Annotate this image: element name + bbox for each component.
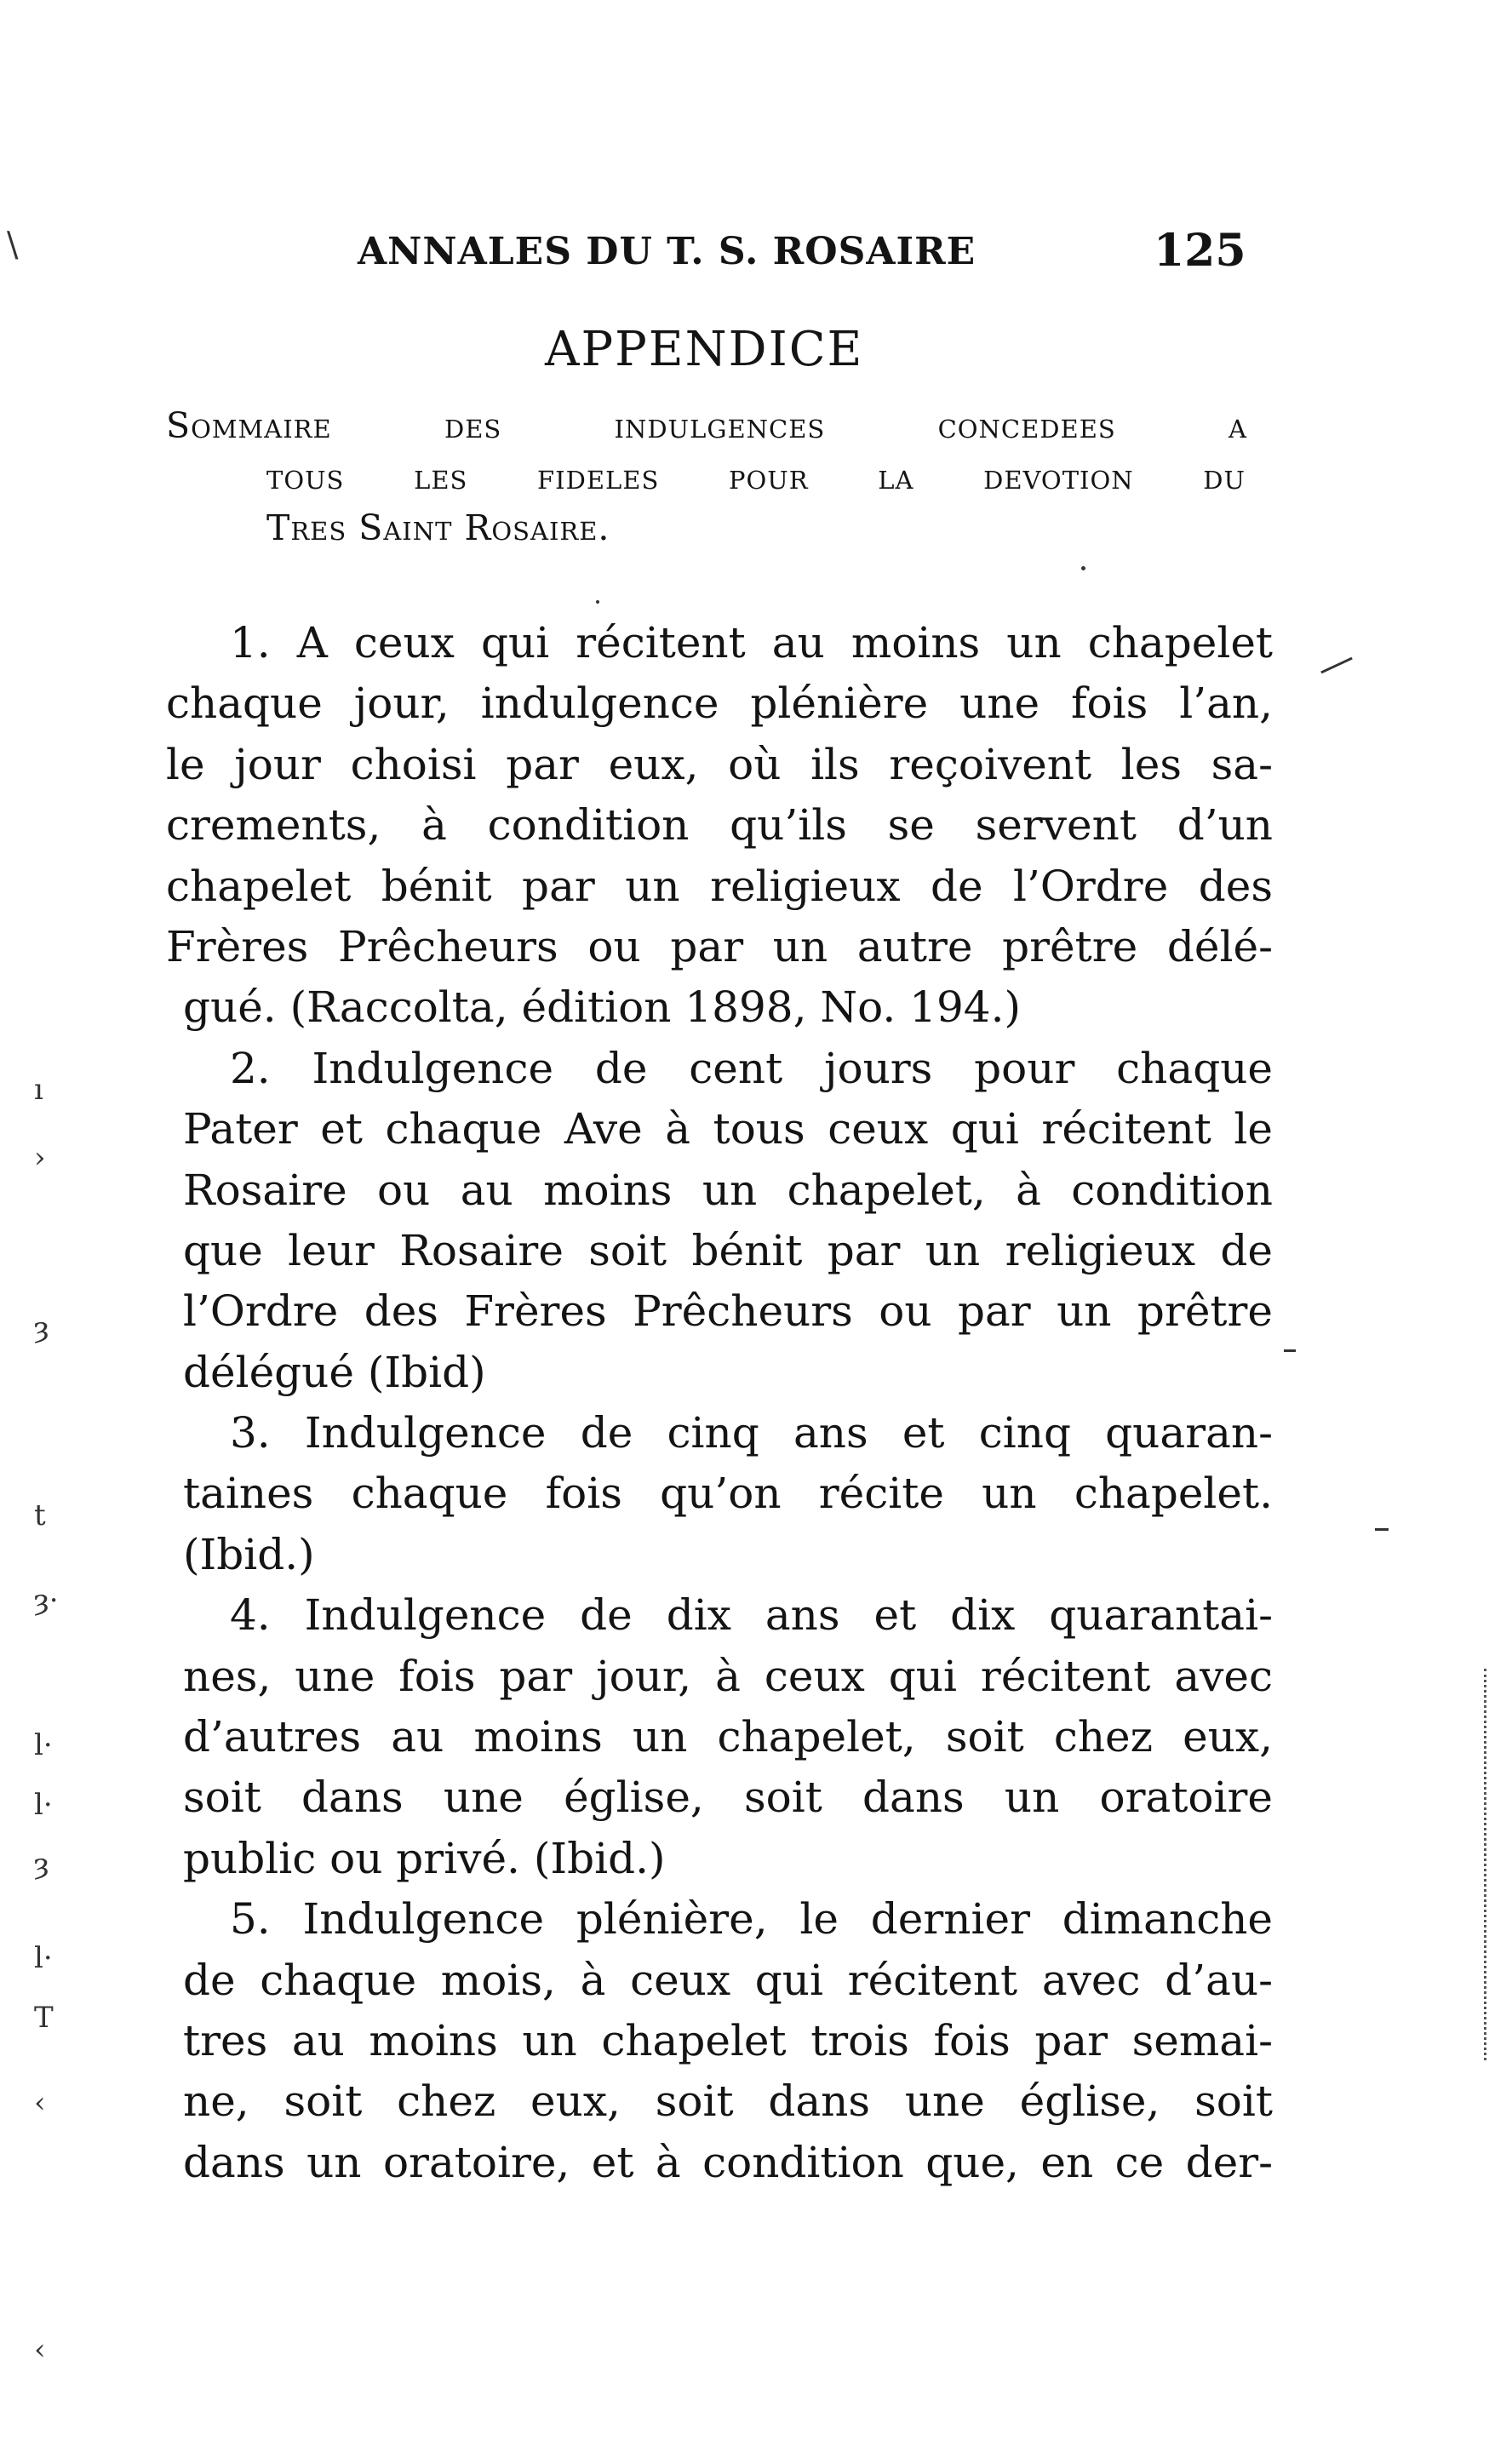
text-line: chapelet bénit par un religieux de l’Ordre des <box>166 861 1273 911</box>
scan-margin-mark: ȝ· <box>34 1584 59 1618</box>
text-line: 5. Indulgence plénière, le dernier dimanche <box>230 1894 1273 1945</box>
text-line: que leur Rosaire soit bénit par un religieux de <box>183 1225 1273 1275</box>
text-line: dans un oratoire, et à condition que, en ce der- <box>183 2137 1273 2187</box>
page-number: 125 <box>1154 225 1246 277</box>
scan-speck <box>1081 566 1085 570</box>
text-line: gué. (Raccolta, édition 1898, No. 194.) <box>183 982 1021 1033</box>
text-line: chaque jour, indulgence plénière une fois l’an, <box>166 679 1273 729</box>
text-line: 1. A ceux qui récitent au moins un chapelet <box>230 618 1273 667</box>
text-line: crements, à condition qu’ils se servent d’un <box>166 800 1273 851</box>
body-text <box>166 613 1273 2193</box>
scan-margin-mark: ‹ <box>34 2086 46 2120</box>
text-line: le jour choisi par eux, où ils reçoivent les sa- <box>166 739 1273 789</box>
scan-margin-mark: T <box>34 2001 54 2035</box>
scan-speck <box>1375 1528 1389 1531</box>
scan-margin-mark: l· <box>34 1788 53 1822</box>
scan-margin-marks <box>34 1022 111 2426</box>
scan-speck <box>596 600 599 604</box>
scan-margin-mark: ı <box>34 1073 43 1107</box>
text-line: Rosaire ou au moins un chapelet, à condition <box>183 1165 1273 1215</box>
summary-line: Tres Saint Rosaire. <box>266 507 610 548</box>
summary-line: Sommaire des indulgences concedees a <box>166 405 1247 446</box>
text-line: de chaque mois, à ceux qui récitent avec d’au- <box>183 1955 1273 2005</box>
scan-speck <box>1320 657 1353 674</box>
text-line: délégué (Ibid) <box>183 1347 486 1397</box>
scan-margin-mark: l· <box>34 1728 53 1762</box>
scan-margin-mark: ‹ <box>34 2333 46 2367</box>
text-line: Pater et chaque Ave à tous ceux qui récitent le <box>183 1104 1273 1154</box>
scan-margin-mark: ȝ <box>34 1847 49 1882</box>
scan-margin-mark: t <box>34 1498 46 1532</box>
scan-margin-mark: ȝ <box>34 1311 49 1345</box>
appendix-summary <box>166 400 1264 553</box>
scan-margin-mark: l· <box>34 1941 53 1975</box>
scan-margin-mark: \ <box>7 226 19 265</box>
text-line: l’Ordre des Frères Prêcheurs ou par un prêtre <box>183 1286 1273 1337</box>
appendix-title: APPENDICE <box>545 322 864 377</box>
scan-edge-dots <box>1484 1669 1497 2060</box>
text-line: (Ibid.) <box>183 1529 315 1579</box>
text-line: ne, soit chez eux, soit dans une église, soit <box>183 2076 1273 2127</box>
running-header <box>358 225 1294 289</box>
text-line: nes, une fois par jour, à ceux qui récitent avec <box>183 1651 1273 1701</box>
scan-margin-mark: › <box>34 1141 46 1175</box>
text-line: d’autres au moins un chapelet, soit chez eux, <box>183 1712 1273 1762</box>
text-line: taines chaque fois qu’on récite un chapelet. <box>183 1469 1273 1519</box>
running-title: ANNALES DU T. S. ROSAIRE <box>358 230 976 273</box>
scan-speck <box>1284 1349 1296 1352</box>
text-line: soit dans une église, soit dans un oratoire <box>183 1773 1273 1823</box>
text-line: Frères Prêcheurs ou par un autre prêtre délé- <box>166 921 1273 971</box>
text-line: tres au moins un chapelet trois fois par semai- <box>183 2015 1273 2065</box>
text-line: 2. Indulgence de cent jours pour chaque <box>230 1043 1273 1093</box>
text-line: 4. Indulgence de dix ans et dix quarantai- <box>230 1590 1273 1641</box>
summary-line: tous les fideles pour la devotion du <box>266 456 1246 497</box>
text-line: 3. Indulgence de cinq ans et cinq quaran- <box>230 1408 1273 1458</box>
text-line: public ou privé. (Ibid.) <box>183 1833 666 1883</box>
